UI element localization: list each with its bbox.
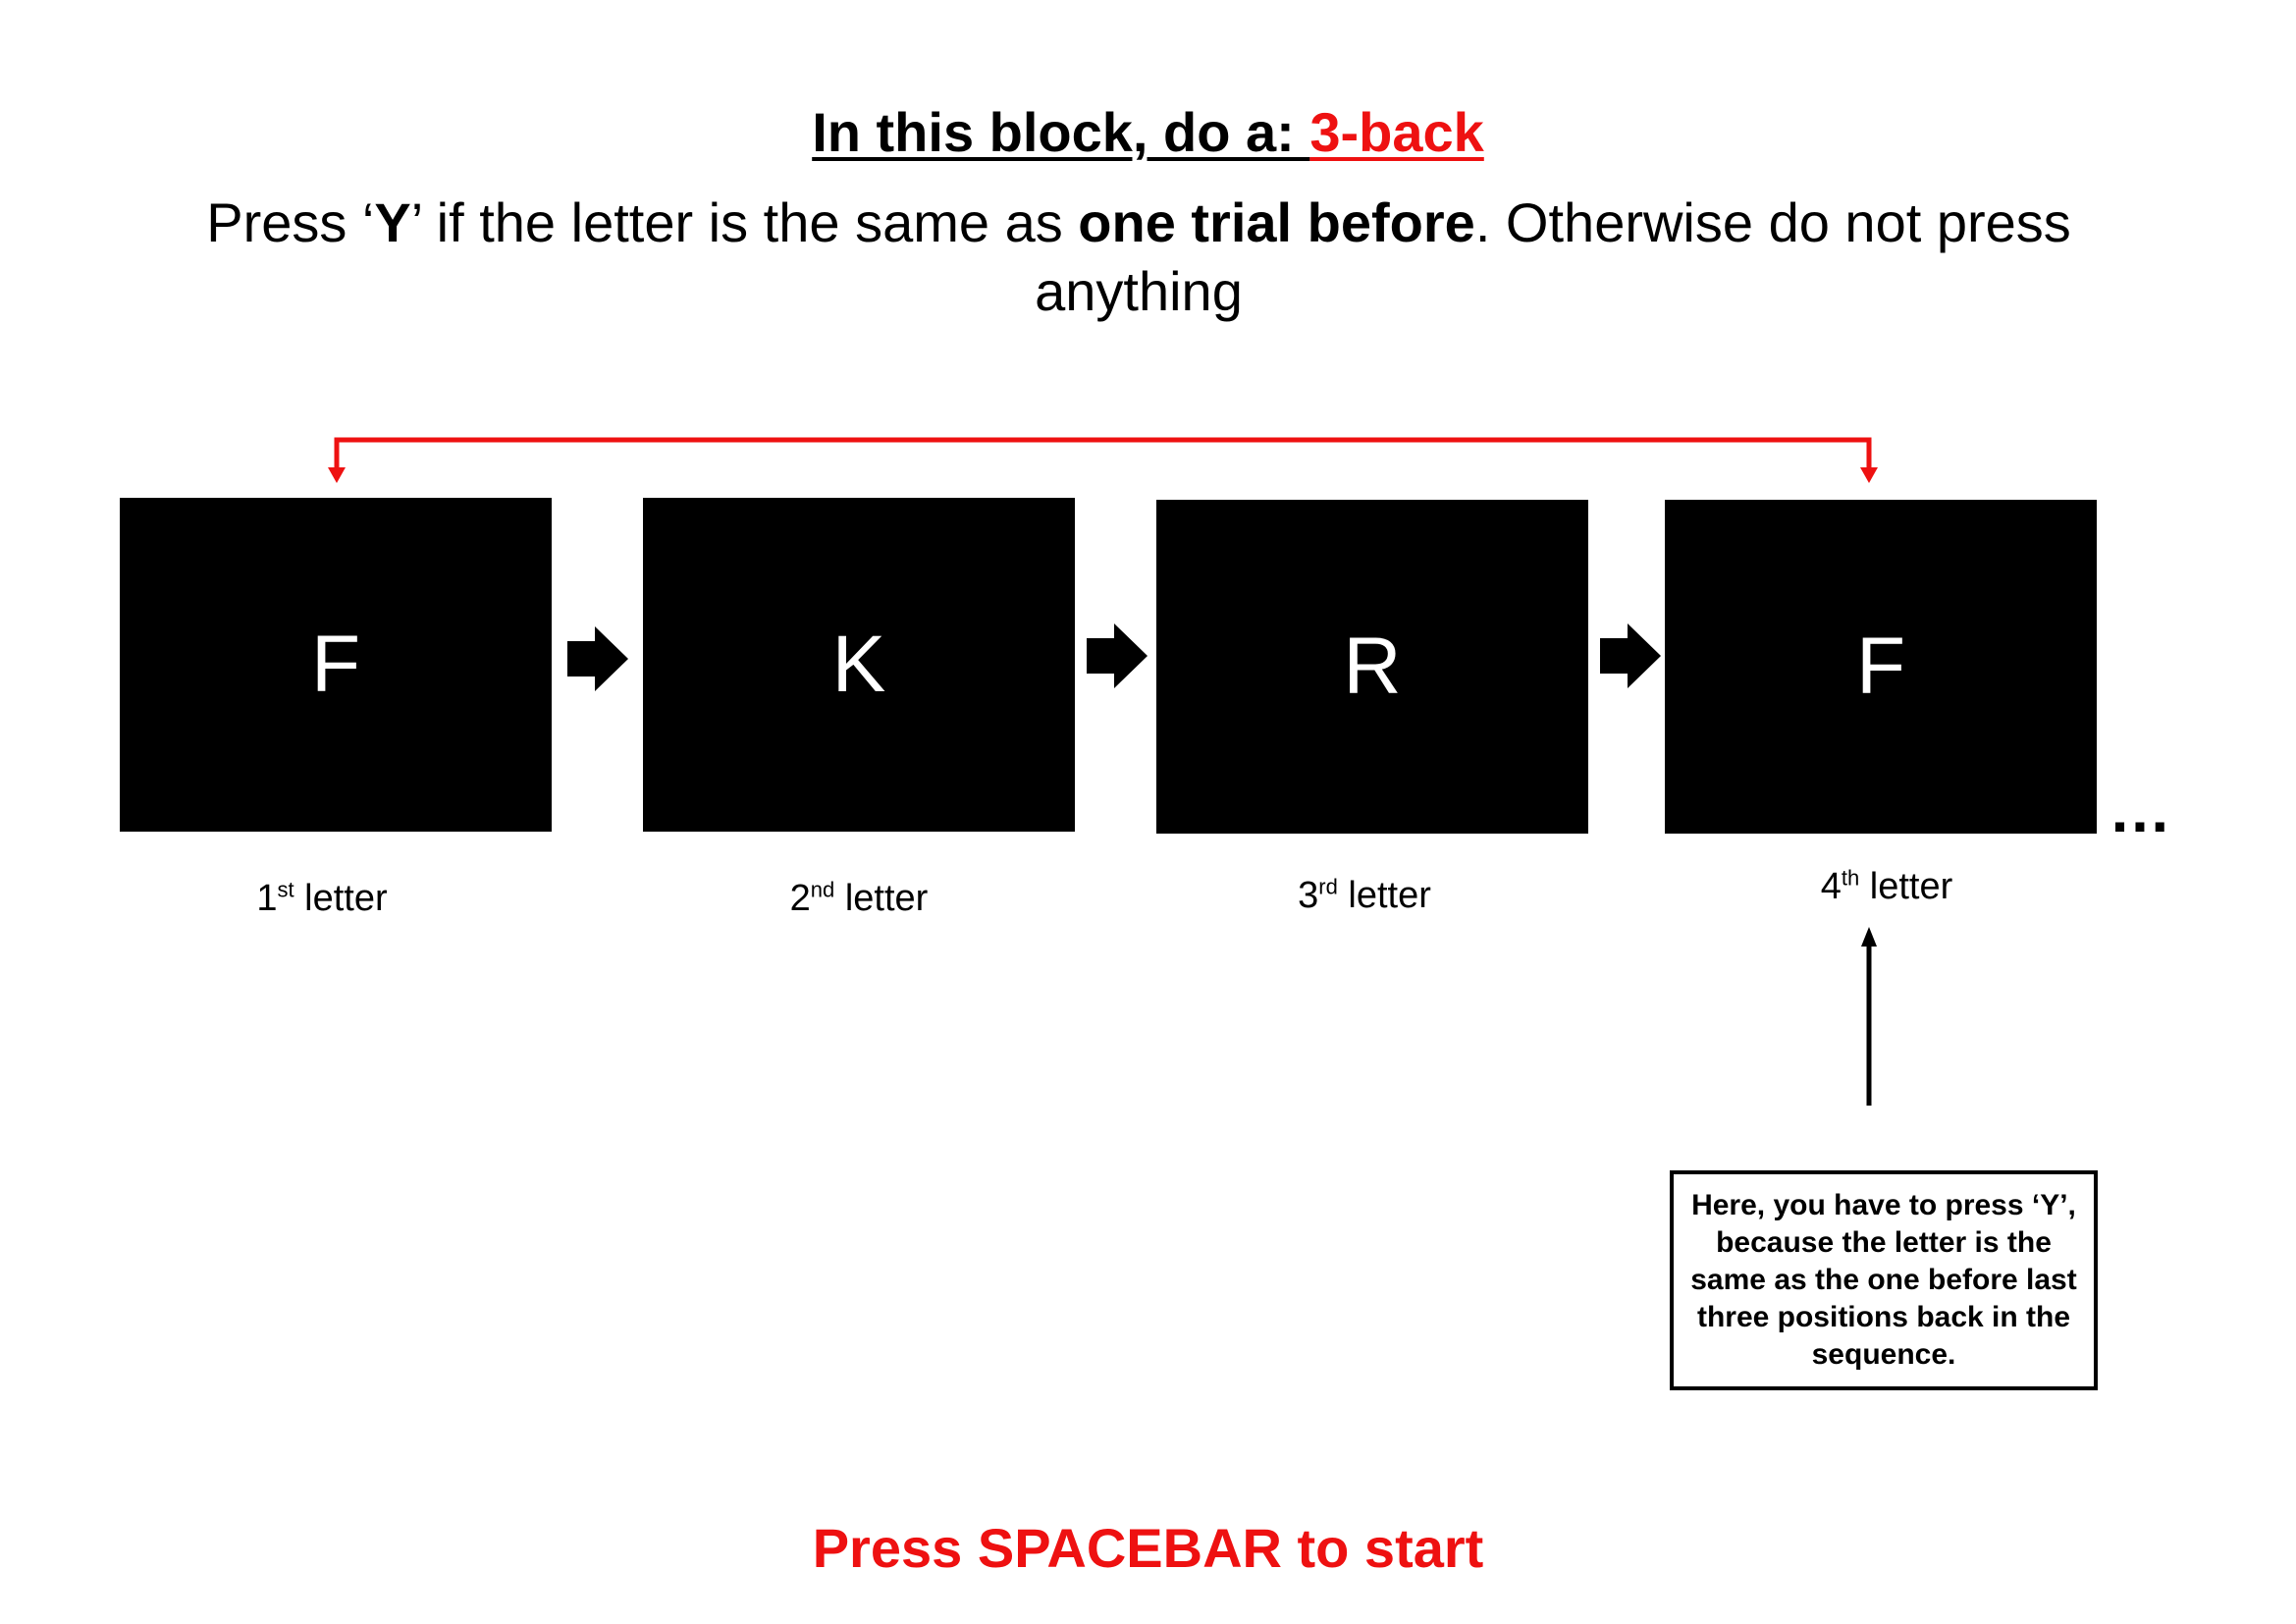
instruction-part1: Press ‘ bbox=[206, 191, 375, 253]
letter-label-3: 3rd letter bbox=[1298, 874, 1431, 916]
letter-box-2 bbox=[643, 498, 1075, 832]
letter-box-4 bbox=[1665, 500, 2097, 834]
heading-task: 3-back bbox=[1309, 101, 1484, 163]
stimulus-letter: R bbox=[1343, 622, 1402, 711]
instruction-key: Y bbox=[374, 191, 411, 253]
next-arrow-icon bbox=[567, 626, 628, 691]
letter-box-1 bbox=[120, 498, 552, 832]
instruction-part3: . Otherwise do not press anything bbox=[1035, 191, 2071, 322]
next-arrow-icon bbox=[1600, 623, 1661, 688]
stimulus-letter: F bbox=[310, 620, 361, 709]
note-text: Here, you have to press ‘Y’, because the letter is the same as the one before last three positions back in the sequence. bbox=[1690, 1189, 2077, 1371]
stimulus-letter: F bbox=[1855, 622, 1906, 711]
letter-label-2: 2nd letter bbox=[789, 877, 929, 919]
next-arrow-icon bbox=[1087, 623, 1148, 688]
continuation-ellipsis: … bbox=[2109, 775, 2177, 845]
instruction-part2: ’ if the letter is the same as bbox=[410, 191, 1079, 253]
stimulus-letter: K bbox=[831, 620, 886, 709]
start-prompt: Press SPACEBAR to start bbox=[812, 1517, 1484, 1579]
up-arrow-icon bbox=[1861, 927, 1877, 1106]
instruction-emphasis: one trial before bbox=[1078, 191, 1475, 253]
letter-label-1: 1st letter bbox=[256, 877, 388, 919]
three-back-bracket bbox=[328, 440, 1878, 483]
heading-prefix: In this block, do a: bbox=[812, 101, 1310, 163]
letter-label-4: 4th letter bbox=[1820, 865, 1953, 907]
explanation-note bbox=[1670, 1170, 2098, 1390]
letter-box-3 bbox=[1156, 500, 1588, 834]
